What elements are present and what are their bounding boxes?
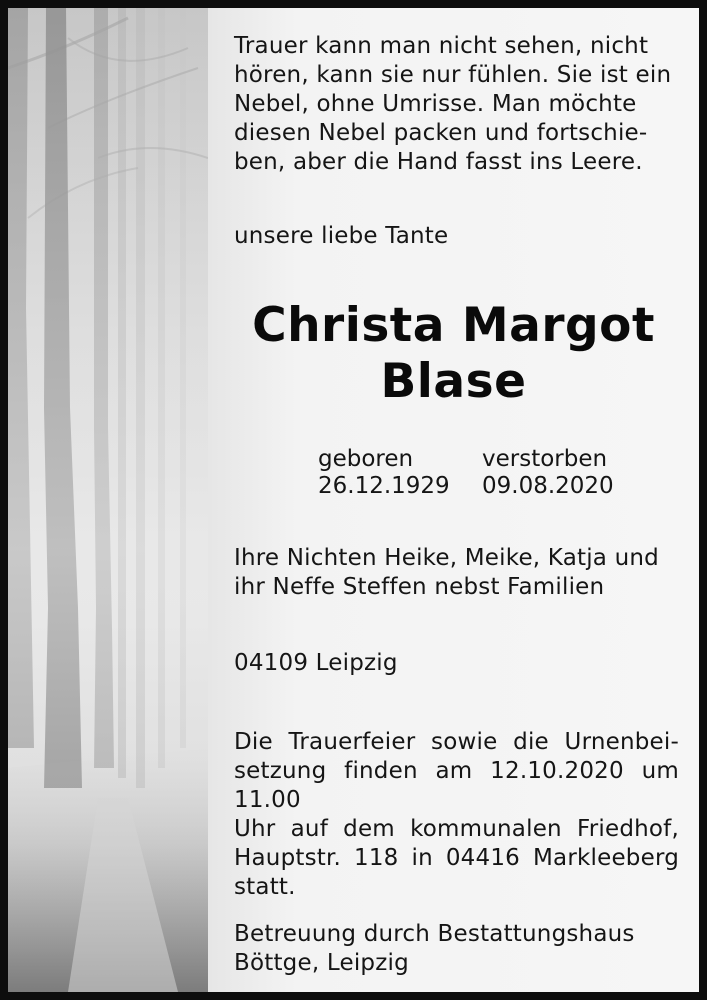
- ceremony-line: Hauptstr. 118 in 04416 Markleeberg: [234, 845, 679, 871]
- deceased-name: [208, 298, 699, 410]
- undertaker-line: Betreuung durch Bestattungshaus: [234, 921, 635, 947]
- ceremony-line: statt.: [234, 874, 296, 900]
- relation-text: unsere liebe Tante: [234, 223, 449, 249]
- death-date-block: [482, 446, 614, 500]
- death-label: verstorben: [482, 446, 608, 472]
- birth-date-block: [318, 446, 450, 500]
- name-line-1: Christa Margot: [252, 298, 655, 353]
- death-date: 09.08.2020: [482, 473, 614, 499]
- quote-line: Nebel, ohne Umrisse. Man möchte: [234, 91, 637, 117]
- obituary-card: [8, 8, 699, 992]
- quote-line: hören, kann sie nur fühlen. Sie ist ein: [234, 62, 672, 88]
- name-line-2: Blase: [380, 354, 527, 409]
- quote-line: Trauer kann man nicht sehen, nicht: [234, 33, 649, 59]
- quote-line: diesen Nebel packen und fortschie-: [234, 120, 648, 146]
- mourners: [234, 544, 679, 602]
- mourning-quote: [234, 32, 679, 177]
- funeral-announcement: [234, 728, 679, 902]
- mourners-line: Ihre Nichten Heike, Meike, Katja und: [234, 545, 659, 571]
- misty-forest-image: [8, 8, 208, 992]
- quote-line: ben, aber die Hand fasst ins Leere.: [234, 149, 643, 175]
- ceremony-line: Die Trauerfeier sowie die Urnenbei-: [234, 729, 679, 755]
- city-text: 04109 Leipzig: [234, 650, 398, 676]
- birth-date: 26.12.1929: [318, 473, 450, 499]
- birth-label: geboren: [318, 446, 414, 472]
- ceremony-line: setzung finden am 12.10.2020 um 11.00: [234, 758, 679, 813]
- undertaker-line: Böttge, Leipzig: [234, 950, 409, 976]
- funeral-home-credit: [234, 920, 679, 978]
- ceremony-line: Uhr auf dem kommunalen Friedhof,: [234, 816, 679, 842]
- mourners-line: ihr Neffe Steffen nebst Familien: [234, 574, 605, 600]
